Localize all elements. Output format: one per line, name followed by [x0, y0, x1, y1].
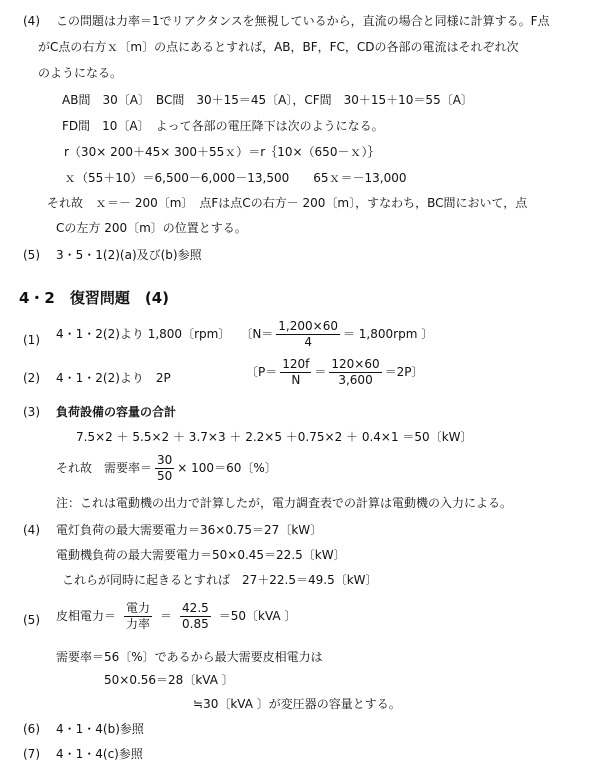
q1-text: 4・1・2(2)より 1,800〔rpm〕 — [56, 327, 231, 341]
q5-line-3: 50×0.56＝28〔kVA 〕 — [104, 673, 234, 687]
q4-number: (4) — [23, 523, 40, 537]
q3-fraction — [155, 453, 174, 484]
q2-formula — [246, 356, 424, 388]
q5-fraction-1 — [124, 601, 152, 632]
q4-line-1: 電灯負荷の最大需要電力＝36×0.75＝27〔kW〕 — [56, 523, 323, 537]
q2-open: 〔P＝ — [246, 365, 278, 379]
item-4-line-3: のようになる。 — [38, 66, 123, 80]
equation-2: ｘ（55＋10）＝6,500－6,000－13,500 65ｘ＝－13,000 — [64, 171, 407, 185]
q2-text: 4・1・2(2)より 2P — [56, 371, 171, 385]
q3-note: 注：これは電動機の出力で計算したが，電力調査表での計算は電動機の入力による。 — [56, 496, 513, 510]
q4-line-2: 電動機負荷の最大需要電力＝50×0.45＝22.5〔kW〕 — [56, 548, 346, 562]
item-5-number: (5) — [23, 248, 40, 262]
q2-close: ＝2P〕 — [384, 365, 424, 379]
q5-line-2: 需要率＝56〔%〕であるから最大需要皮相電力は — [56, 650, 323, 664]
q1-fraction-denominator: 4 — [304, 334, 312, 349]
q5-equals: ＝ — [160, 609, 173, 623]
q6-number: (6) — [23, 722, 40, 736]
fd-line: FD間 10〔A〕 よって各部の電圧降下は次のようになる。 — [62, 119, 384, 133]
q1-line — [56, 318, 433, 350]
q3-demand-line — [56, 452, 277, 484]
q5-suffix: ＝50〔kVA 〕 — [218, 609, 297, 623]
q1-open: 〔N＝ — [240, 327, 274, 341]
q6-text: 4・1・4(b)参照 — [56, 722, 144, 736]
q3-title: 負荷設備の容量の合計 — [56, 405, 177, 419]
item-4-line-1: この問題は力率＝1でリアクタンスを無視しているから，直流の場合と同様に計算する。F点 — [56, 14, 550, 28]
q1-fraction — [276, 319, 340, 350]
q2-number: (2) — [23, 371, 40, 385]
q3-suffix: × 100＝60〔%〕 — [177, 461, 277, 475]
item-5-text: 3・5・1(2)(a)及び(b)参照 — [56, 248, 202, 262]
q5-line-4: ≒30〔kVA 〕が変圧器の容量とする。 — [193, 697, 401, 711]
item-4-line-2: がC点の右方ｘ〔m〕の点にあるとすれば，AB，BF，FC，CDの各部の電流はそれぞれ次 — [38, 40, 519, 54]
q3-fraction-denominator: 50 — [157, 468, 173, 483]
q7-text: 4・1・4(c)参照 — [56, 747, 143, 761]
q2-fraction-2 — [329, 357, 381, 388]
q4-line-3: これらが同時に起きるとすれば 27＋22.5＝49.5〔kW〕 — [62, 573, 378, 587]
q3-fraction-numerator: 30 — [157, 452, 173, 467]
q1-fraction-numerator: 1,200×60 — [278, 318, 338, 333]
q3-number: (3) — [23, 405, 40, 419]
q5-prefix: 皮相電力＝ — [56, 609, 117, 623]
q3-sum: 7.5×2 ＋ 5.5×2 ＋ 3.7×3 ＋ 2.2×5 ＋0.75×2 ＋ 0.4×1 ＝50〔kW〕 — [76, 430, 473, 444]
q2-fraction-1-denominator: N — [291, 372, 301, 387]
q5-fraction-1-numerator: 電力 — [126, 600, 151, 615]
q5-fraction-2 — [180, 601, 211, 632]
q5-number: (5) — [23, 613, 40, 627]
section-heading: 4・2 復習問題 (4) — [19, 289, 170, 307]
q1-number: (1) — [23, 333, 40, 347]
q5-fraction-2-denominator: 0.85 — [182, 616, 209, 631]
q7-number: (7) — [23, 747, 40, 761]
q1-close: ＝ 1,800rpm 〕 — [342, 327, 434, 341]
q2-equals: ＝ — [314, 365, 327, 379]
q2-fraction-2-denominator: 3,600 — [338, 372, 373, 387]
equation-1: r（30× 200＋45× 300＋55ｘ）＝r｛10×（650－ｘ）｝ — [64, 145, 380, 159]
q5-fraction-2-numerator: 42.5 — [182, 600, 209, 615]
q5-fraction-1-denominator: 力率 — [126, 616, 151, 631]
q2-fraction-1-numerator: 120f — [282, 356, 310, 371]
q2-fraction-2-numerator: 120×60 — [331, 356, 380, 371]
conclusion-line-1: それ故 ｘ＝－ 200〔m〕 点Fは点Cの右方－ 200〔m〕，すなわち，BC間において，点 — [47, 196, 528, 210]
q2-fraction-1 — [280, 357, 311, 388]
item-4-number: (4) — [23, 14, 40, 28]
currents-line: AB間 30〔A〕 BC間 30＋15＝45〔A〕，CF間 30＋15＋10＝55〔A〕 — [62, 93, 473, 107]
q5-formula — [56, 598, 296, 634]
conclusion-line-2: Cの左方 200〔m〕の位置とする。 — [56, 221, 247, 235]
q3-prefix: それ故 需要率＝ — [56, 461, 153, 475]
